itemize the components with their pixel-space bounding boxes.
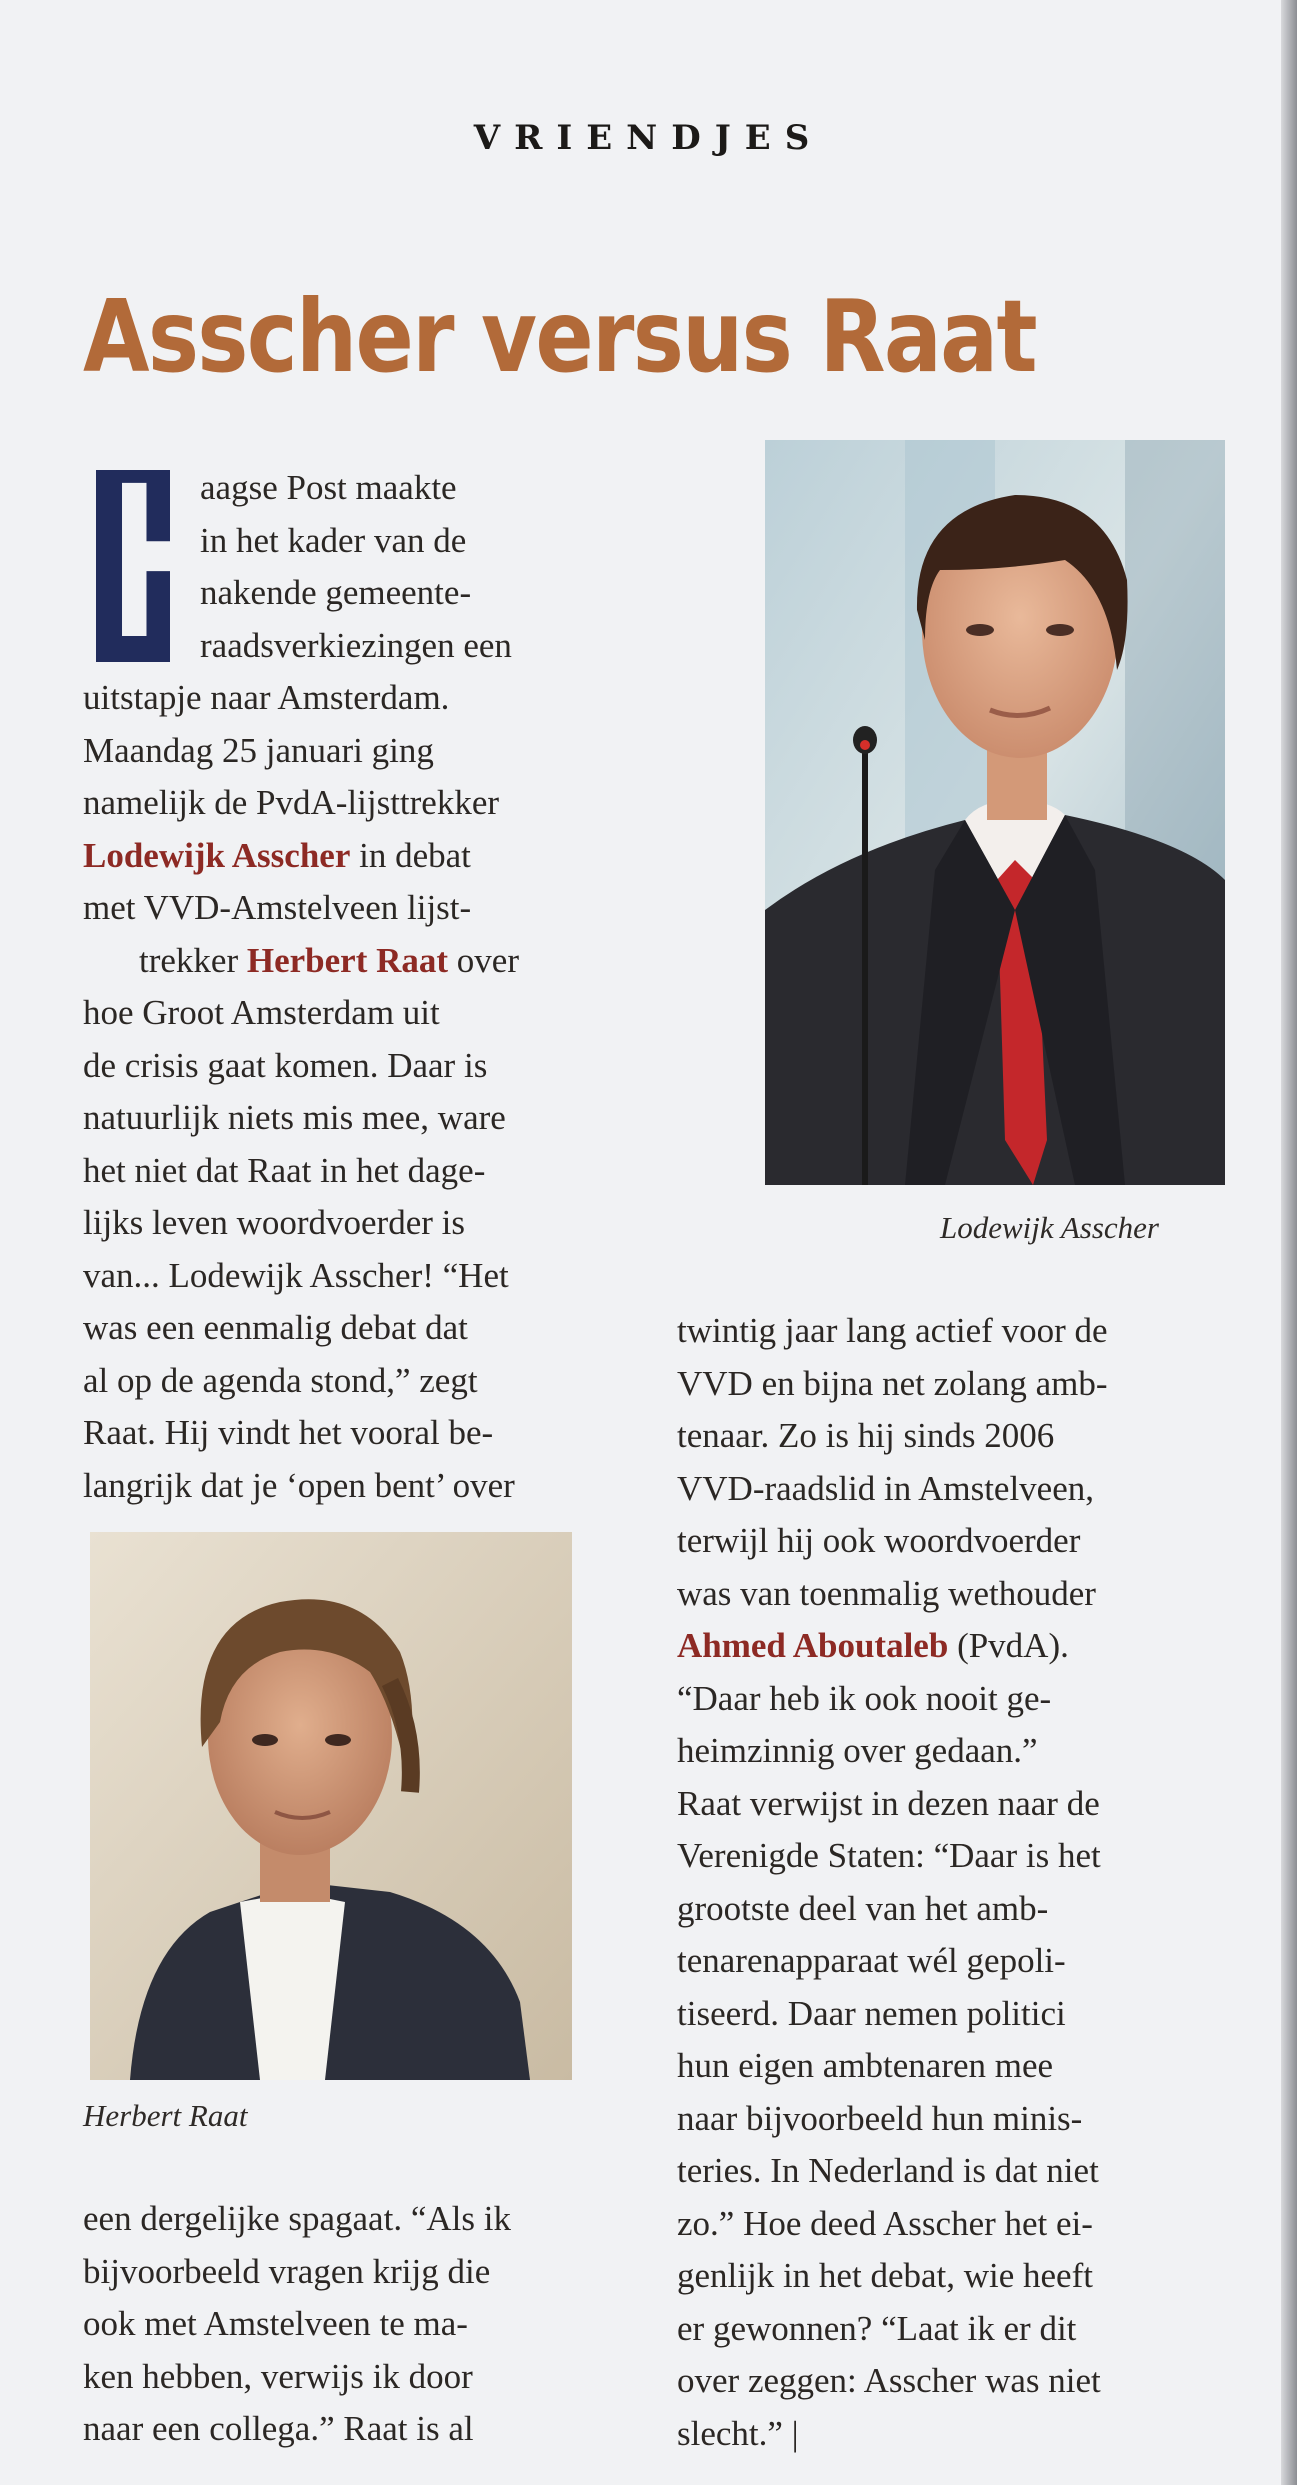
column-1-bottom	[83, 2193, 511, 2456]
body-fragment: (PvdA).	[948, 1626, 1069, 1665]
body-fragment: in debat	[350, 835, 471, 875]
body-line: hun eigen ambtenaren mee	[677, 2046, 1054, 2085]
body-line-aboutaleb	[677, 1620, 1108, 1673]
body-line: VVD en bijna net zolang amb-	[677, 1363, 1108, 1403]
caption-asscher: Lodewijk Asscher	[940, 1210, 1159, 1245]
body-line: het niet dat Raat in het dage-	[83, 1150, 486, 1190]
body-line: natuurlijk niets mis mee, ware	[83, 1098, 506, 1137]
body-line: teries. In Nederland is dat niet	[677, 2151, 1099, 2190]
body-line: over zeggen: Asscher was niet	[677, 2361, 1101, 2400]
person-name-raat: Herbert Raat	[246, 940, 449, 980]
body-line: twintig jaar lang actief voor de	[677, 1311, 1108, 1350]
body-line: grootste deel van het amb-	[677, 1888, 1049, 1928]
column-2	[677, 1305, 1108, 2460]
body-line-asscher	[83, 830, 519, 883]
body-line: de crisis gaat komen. Daar is	[83, 1045, 488, 1085]
intro-line: nakende gemeente-	[200, 573, 472, 612]
body-line: hoe Groot Amsterdam uit	[83, 993, 440, 1032]
intro-line: aagse Post maakte	[200, 468, 457, 507]
photo-raat-illustration	[90, 1532, 572, 2080]
body-line: Raat. Hij vindt het vooral be-	[83, 1413, 494, 1452]
body-line: “Daar heb ik ook nooit ge-	[677, 1678, 1052, 1718]
body-fragment: trekker	[139, 940, 247, 980]
body-line: genlijk in het debat, wie heeft	[677, 2256, 1093, 2295]
caption-raat: Herbert Raat	[83, 2098, 248, 2133]
body-line: uitstapje naar Amsterdam.	[83, 678, 450, 717]
photo-lodewijk-asscher	[765, 440, 1225, 1185]
headline: Asscher versus Raat	[83, 278, 1036, 395]
drop-cap	[96, 441, 220, 686]
column-1-upper	[83, 672, 519, 1512]
photo-asscher-illustration	[765, 440, 1225, 1185]
body-line: terwijl hij ook woordvoerder	[677, 1521, 1081, 1560]
page-edge	[1281, 0, 1297, 2485]
body-line: heimzinnig over gedaan.”	[677, 1731, 1038, 1770]
body-line: tenaar. Zo is hij sinds 2006	[677, 1416, 1055, 1455]
body-line: bijvoorbeeld vragen krijg die	[83, 2251, 491, 2291]
drop-cap-letter: H	[110, 441, 220, 686]
body-line: ken hebben, verwijs ik door	[83, 2356, 473, 2396]
body-line: langrijk dat je ‘open bent’ over	[83, 1465, 515, 1505]
body-line: was een eenmalig debat dat	[83, 1308, 468, 1347]
person-name-asscher: Lodewijk Asscher	[83, 835, 351, 875]
body-line: VVD-raadslid in Amstelveen,	[677, 1468, 1094, 1508]
body-line: was van toenmalig wethouder	[677, 1573, 1096, 1613]
intro-line: raadsverkiezingen een	[200, 625, 512, 665]
intro-line: in het kader van de	[200, 520, 467, 560]
body-line: naar bijvoorbeeld hun minis-	[677, 2098, 1083, 2138]
person-name-aboutaleb: Ahmed Aboutaleb	[677, 1626, 949, 1665]
body-line: naar een collega.” Raat is al	[83, 2409, 474, 2448]
section-label: VRIENDJES	[473, 118, 824, 158]
body-line: namelijk de PvdA-lijsttrekker	[83, 783, 500, 822]
body-line: met VVD-Amstelveen lijst-	[83, 888, 472, 927]
body-line: Verenigde Staten: “Daar is het	[677, 1836, 1101, 1875]
body-line: lijks leven woordvoerder is	[83, 1203, 465, 1242]
body-line: Maandag 25 januari ging	[83, 730, 434, 770]
body-line: zo.” Hoe deed Asscher het ei-	[677, 2203, 1093, 2243]
body-line: er gewonnen? “Laat ik er dit	[677, 2308, 1077, 2348]
body-line: al op de agenda stond,” zegt	[83, 1360, 478, 1400]
body-line: een dergelijke spagaat. “Als ik	[83, 2199, 511, 2238]
intro-lines	[200, 462, 512, 672]
body-line-raat	[83, 935, 519, 988]
body-line: tiseerd. Daar nemen politici	[677, 1993, 1066, 2033]
body-line: slecht.” |	[677, 2413, 799, 2453]
body-line: ook met Amstelveen te ma-	[83, 2304, 468, 2343]
photo-herbert-raat	[90, 1532, 572, 2080]
body-line: Raat verwijst in dezen naar de	[677, 1783, 1100, 1823]
body-line: van... Lodewijk Asscher! “Het	[83, 1255, 509, 1295]
body-line: tenarenapparaat wél gepoli-	[677, 1941, 1066, 1980]
body-fragment: over	[448, 940, 519, 980]
